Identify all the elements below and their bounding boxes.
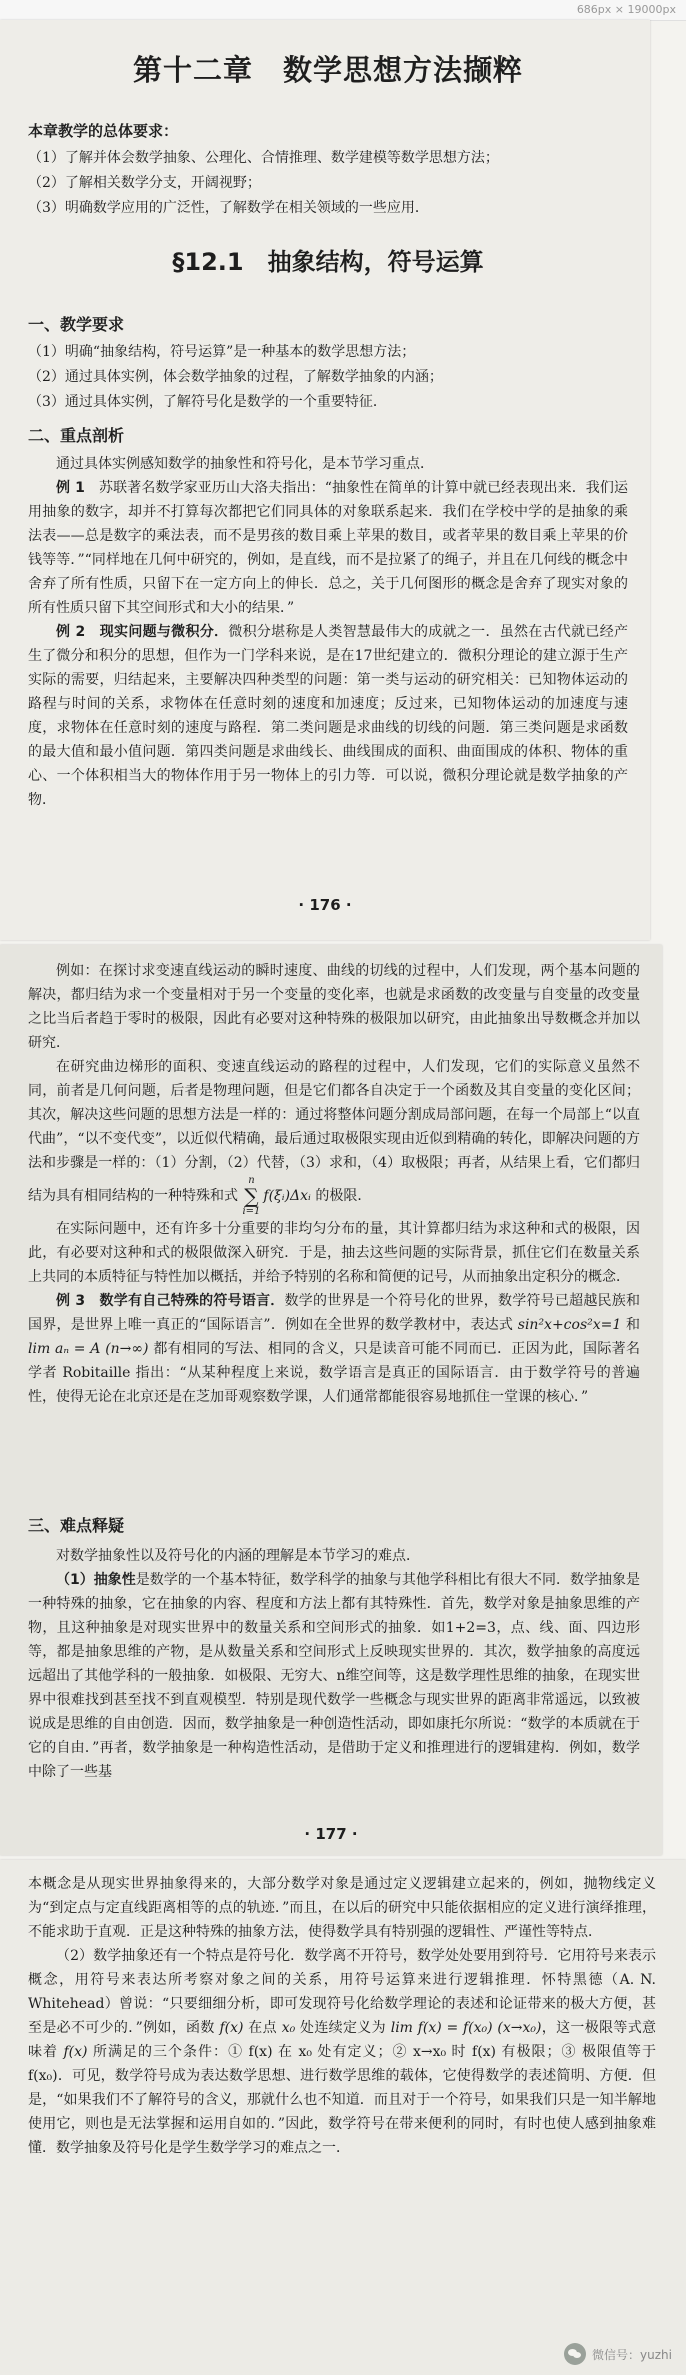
requirement-item: （3）明确数学应用的广泛性，了解数学在相关领域的一些应用． <box>28 200 429 216</box>
sum-lower-limit: i=1 <box>242 1206 261 1217</box>
symbolization-text-e: 所满足的三个条件：① f(x) 在 x₀ 处有定义；② x→x₀ 时 f(x) 有极限；③ 极限值等于 f(x₀)．可见，数学符号成为表达数学思想、进行数学思维的载体，它使得数学的表述简明、方便．但是，“如果我们不了解符号的含义，那就什么也不知道．而且对于一个符号，如果我们只是一知半解地使用它，则也是无法掌握和运用自如的．”因此，数学符号在带来便利的同时，有时也使人感到抽象难懂．数学抽象及符号化是学生数学学习的难点之一． <box>28 2044 657 2156</box>
abstraction-label: （1）抽象性 <box>56 1572 136 1588</box>
example-3-text-c: 都有相同的写法、相同的含义，只是读音可能不同而已．正因为此，国际著名学者 Robitaille 指出：“从某种程度上来说，数学语言是真正的国际语言．由于数学符号的普遍性，使得无论在北京还是在芝加哥观察数学课，人们通常都能很容易地抓住一堂课的核心．” <box>28 1341 641 1405</box>
page-177-body <box>28 959 640 1409</box>
wechat-watermark <box>564 2343 672 2365</box>
difficulty-section <box>28 1513 640 1784</box>
image-dimensions-label: 686px × 19000px <box>576 3 676 16</box>
page-number: · 176 · <box>298 896 352 914</box>
example-1-label: 例 1 <box>56 480 85 496</box>
requirements-list <box>28 146 628 221</box>
watermark-text: 微信号：yuzhi <box>592 2347 672 2362</box>
page-178 <box>0 1860 686 2375</box>
wechat-icon <box>564 2343 586 2365</box>
example-3-text-a: 数学的世界是一个符号化的世界，数学符号已超越民族和国界，是世界上唯一真正的“国际语言”．例如在全世界的数学教材中，表达式 <box>28 1293 641 1333</box>
example-2-lead: 现实问题与微积分． <box>99 624 229 640</box>
example-2-paragraph <box>28 620 628 812</box>
key-analysis-body <box>28 452 628 812</box>
symbolization-text-a: （2）数学抽象还有一个特点是符号化．数学离不开符号，数学处处要用到符号．它用符号来表示概念，用符号来表达所考察对象之间的关系，用符号运算来进行逻辑推理．怀特黑德（A. N. Whitehead）曾说：“只要细细分析，即可发现符号化给数学理论的表述和论证带来的极大方便，甚至是必不可少的．”例如，函数 <box>28 1948 656 2036</box>
page-178-body <box>28 1872 656 2160</box>
chapter-title: 第十二章 数学思想方法撷粹 <box>132 53 523 87</box>
integral-text-end: 的极限． <box>315 1188 372 1204</box>
sum-upper-limit: n <box>248 1175 255 1186</box>
example-3-paragraph <box>28 1289 640 1409</box>
derivative-paragraph: 例如：在探讨求变速直线运动的瞬时速度、曲线的切线的过程中，人们发现，两个基本问题的解决，都归结为求一个变量相对于另一个变量的变化率，也就是求函数的改变量与自变量的改变量之比当后者趋于零时的极限，因此有必要对这种特殊的极限加以研究，由此抽象出导数概念并加以研究． <box>28 963 640 1051</box>
integral-paragraph <box>28 1055 640 1217</box>
example-1-text: 苏联著名数学家亚历山大洛夫指出：“抽象性在简单的计算中就已经表现出来．我们运用抽象的数字，却并不打算每次都把它们同具体的对象联系起来．我们在学校中学的是抽象的乘法表——总是数字的乘法表，而不是男孩的数目乘上苹果的数目，或者苹果的数目乘上苹果的价钱等等．”“同样地在几何中研究的，例如，是直线，而不是拉紧了的绳子，并且在几何线的概念中舍弃了所有性质，只留下在一定方向上的伸长．总之，关于几何图形的概念是舍弃了现实对象的所有性质只留下其空间形式和大小的结果．” <box>28 480 629 616</box>
teaching-item: （2）通过具体实例，体会数学抽象的过程，了解数学抽象的内涵； <box>28 369 443 385</box>
section-title: §12.1 抽象结构，符号运算 <box>172 248 484 276</box>
symbolization-paragraph <box>28 1944 656 2160</box>
sum-formula <box>242 1175 310 1217</box>
teaching-requirements-list <box>28 340 628 415</box>
page-number: · 177 · <box>304 1825 358 1843</box>
difficulty-intro: 对数学抽象性以及符号化的内涵的理解是本节学习的难点． <box>56 1548 420 1564</box>
teaching-item: （1）明确“抽象结构，符号运算”是一种基本的数学思想方法； <box>28 344 416 360</box>
intro-paragraph: 通过具体实例感知数学的抽象性和符号化，是本节学习重点． <box>56 456 434 472</box>
abstraction-continued-paragraph: 本概念是从现实世界抽象得来的，大部分数学对象是通过定义逻辑建立起来的，例如，抛物线定义为“到定点与定直线距离相等的点的轨迹．”而且，在以后的研究中只能依据相应的定义进行演绎推理，不能求助于直观．正是这种特殊的抽象方法，使得数学具有特别强的逻辑性、严谨性等特点． <box>28 1876 656 1940</box>
abstraction-text: 是数学的一个基本特征，数学科学的抽象与其他学科相比有很大不同．数学抽象是一种特殊的抽象，它在抽象的内容、程度和方法上都有其特殊性．首先，数学对象是抽象思维的产物，且这种抽象是对现实世界中的数量关系和空间形式的抽象．如1+2=3，点、线、面、四边形等，都是抽象思维的产物，是从数量关系和空间形式上反映现实世界的．其次，数学抽象的高度远远超出了其他学科的一般抽象．如极限、无穷大、n维空间等，这是数学理性思维的抽象，在现实世界中很难找到甚至找不到直观模型．特别是现代数学一些概念与现实世界的距离非常遥远，以致被说成是思维的自由创造．因而，数学抽象是一种创造性活动，即如康托尔所说：“数学的本质就在于它的自由．”再者，数学抽象是一种构造性活动，是借助于定义和推理进行的逻辑建构．例如，数学中除了一些基 <box>28 1572 640 1780</box>
formula-function-2: f(x) <box>63 2044 88 2060</box>
integral-text: 在研究曲边梯形的面积、变速直线运动的路程的过程中，人们发现，它们的实际意义虽然不同，前者是几何问题，后者是物理问题，但是它们都各自决定于一个函数及其自变量的变化区间；其次，解决这些问题的思想方法是一样的：通过将整体问题分割成局部问题，在每一个局部上“以直代曲”，“以不变代变”，以近似代精确，最后通过取极限实现由近似到精确的转化，即解决问题的方法和步骤是一样的：（1）分割，（2）代替，（3）求和，（4）取极限；再者，从结果上看，它们都归结为具有相同结构的一种特殊和式 <box>28 1059 640 1204</box>
formula-point: x₀ <box>281 2020 296 2036</box>
heading-key-analysis: 二、重点剖析 <box>28 426 125 445</box>
example-2-text: 微积分堪称是人类智慧最伟大的成就之一．虽然在古代就已经产生了微分和积分的思想，但作为一门学科来说，是在17世纪建立的．微积分理论的建立源于生产实际的需要，归结起来，主要解决四种类型的问题：第一类与运动的研究相关：已知物体运动的路程与时间的关系，求物体在任意时刻的速度和加速度；反过来，已知物体运动的加速度与速度，求物体在任意时刻的速度与路程．第二类问题是求曲线的切线的问题．第三类问题是求函数的最大值和最小值问题．第四类问题是求曲线长、曲线围成的面积、曲面围成的体积、物体的重心、一个体积相当大的物体作用于另一物体上的引力等．可以说，微积分理论就是数学抽象的产物． <box>28 624 629 808</box>
example-2-label: 例 2 <box>56 624 86 640</box>
symbolization-text-b: 在点 <box>248 2020 277 2036</box>
formula-sequence-limit: lim aₙ = A (n→∞) <box>28 1341 149 1357</box>
example-3-lead: 数学有自己特殊的符号语言． <box>99 1293 285 1309</box>
abstraction-paragraph <box>28 1568 640 1784</box>
example-1-paragraph <box>28 476 628 620</box>
teaching-item: （3）通过具体实例，了解符号化是数学的一个重要特征． <box>28 394 387 410</box>
formula-function: f(x) <box>219 2020 244 2036</box>
page-177 <box>0 945 662 1855</box>
sum-symbol: ∑ <box>244 1184 259 1208</box>
definite-integral-paragraph: 在实际问题中，还有许多十分重要的非均匀分布的量，其计算都归结为求这种和式的极限，因此，有必要对这种和式的极限做深入研究．于是，抽去这些问题的实际背景，抓住它们在数量关系上共同的本质特征与特性加以概括，并给予特别的名称和简便的记号，从而抽象出定积分的概念． <box>28 1221 640 1285</box>
page-176 <box>0 20 650 940</box>
viewer-topbar <box>0 0 686 21</box>
heading-teaching-requirements: 一、教学要求 <box>28 315 125 334</box>
requirement-item: （2）了解相关数学分支，开阔视野； <box>28 175 261 191</box>
symbolization-text-c: 处连续定义为 <box>300 2020 386 2036</box>
requirement-item: （1）了解并体会数学抽象、公理化、合情推理、数学建模等数学思想方法； <box>28 150 499 166</box>
symbolization-text-d: ，这一极限等式意味着 <box>28 2020 657 2060</box>
example-3-label: 例 3 <box>56 1293 86 1309</box>
sum-body: f(ξᵢ)Δxᵢ <box>263 1188 311 1204</box>
heading-difficulties: 三、难点释疑 <box>28 1516 125 1535</box>
requirements-title: 本章教学的总体要求： <box>28 122 179 140</box>
formula-continuity-limit: lim f(x) = f(x₀) (x→x₀) <box>390 2020 542 2036</box>
formula-trig-identity: sin²x+cos²x=1 <box>517 1317 622 1333</box>
example-3-text-b: 和 <box>626 1317 640 1333</box>
